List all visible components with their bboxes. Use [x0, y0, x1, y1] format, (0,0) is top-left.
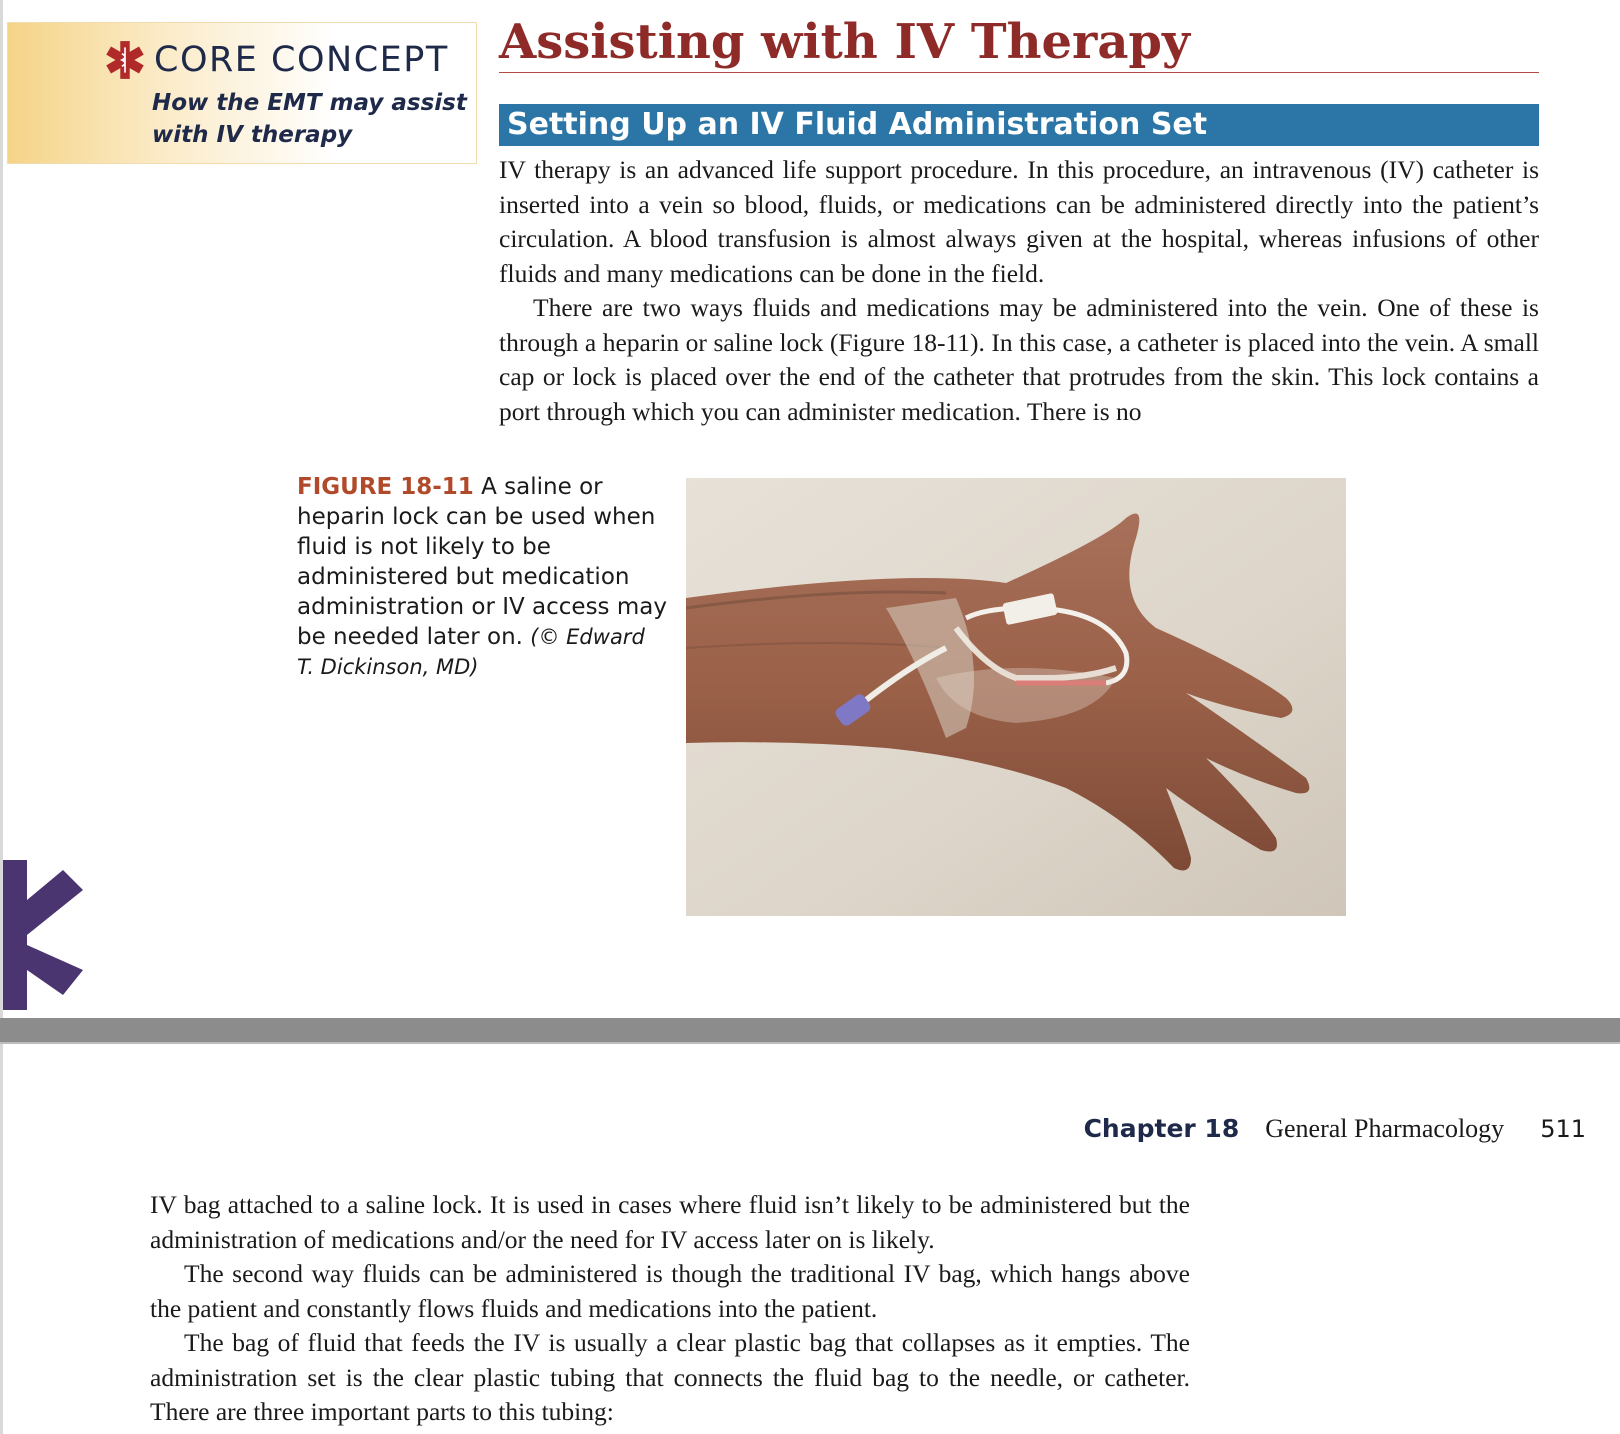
paragraph: There are two ways fluids and medications may be administered into the vein. One of these is through a heparin or saline lock (Figure 18-11). In this case, a catheter is placed into the vein. A small cap or lock is placed over the end of the catheter that protrudes from the skin. This lock contains a port through which you can administer medication. There is no	[499, 293, 1539, 426]
core-concept-box	[7, 22, 477, 164]
core-concept-subtitle: How the EMT may assist with IV therapy	[152, 90, 467, 148]
page-separator	[0, 1018, 1620, 1044]
figure-caption	[297, 472, 667, 682]
paragraph: The second way fluids can be administered is though the traditional IV bag, which hangs above the patient and constantly flows fluids and medications into the patient.	[150, 1259, 1190, 1323]
title-divider	[499, 72, 1539, 73]
running-head-chapter: Chapter 18	[1083, 1114, 1240, 1143]
star-of-life-icon	[104, 39, 146, 81]
core-concept-header	[104, 39, 449, 81]
figure-caption-text: A saline or heparin lock can be used when fluid is not likely to be administered but medication administration or IV access may be needed later on.	[297, 474, 667, 650]
page-title: Assisting with IV Therapy	[499, 14, 1190, 70]
core-concept-label: CORE CONCEPT	[154, 40, 449, 80]
running-head-title: General Pharmacology	[1265, 1114, 1505, 1143]
running-head	[1084, 1114, 1586, 1144]
paragraph: The bag of fluid that feeds the IV is usually a clear plastic bag that collapses as it empties. The administration set is the clear plastic tubing that connects the fluid bag to the needle, or catheter. There are three important parts to this tubing:	[150, 1328, 1190, 1426]
paragraph: IV therapy is an advanced life support procedure. In this procedure, an intravenous (IV) catheter is inserted into a vein so blood, fluids, or medications can be administered directly into the patient’s circulation. A blood transfusion is almost always given at the hospital, whereas infusions of other fluids and many medications can be done in the field.	[499, 155, 1539, 288]
figure-credit: (© Edward T. Dickinson, MD)	[297, 625, 645, 679]
page-number: 511	[1540, 1115, 1586, 1143]
paragraph: IV bag attached to a saline lock. It is used in cases where fluid isn’t likely to be administered but the administration of medications and/or the need for IV access later on is likely.	[150, 1190, 1190, 1254]
star-of-life-margin-mark	[3, 860, 85, 1020]
figure-label: FIGURE 18-11	[297, 474, 474, 500]
section-heading: Setting Up an IV Fluid Administration Set	[499, 104, 1539, 146]
figure-photo-hand-saline-lock	[686, 478, 1346, 916]
